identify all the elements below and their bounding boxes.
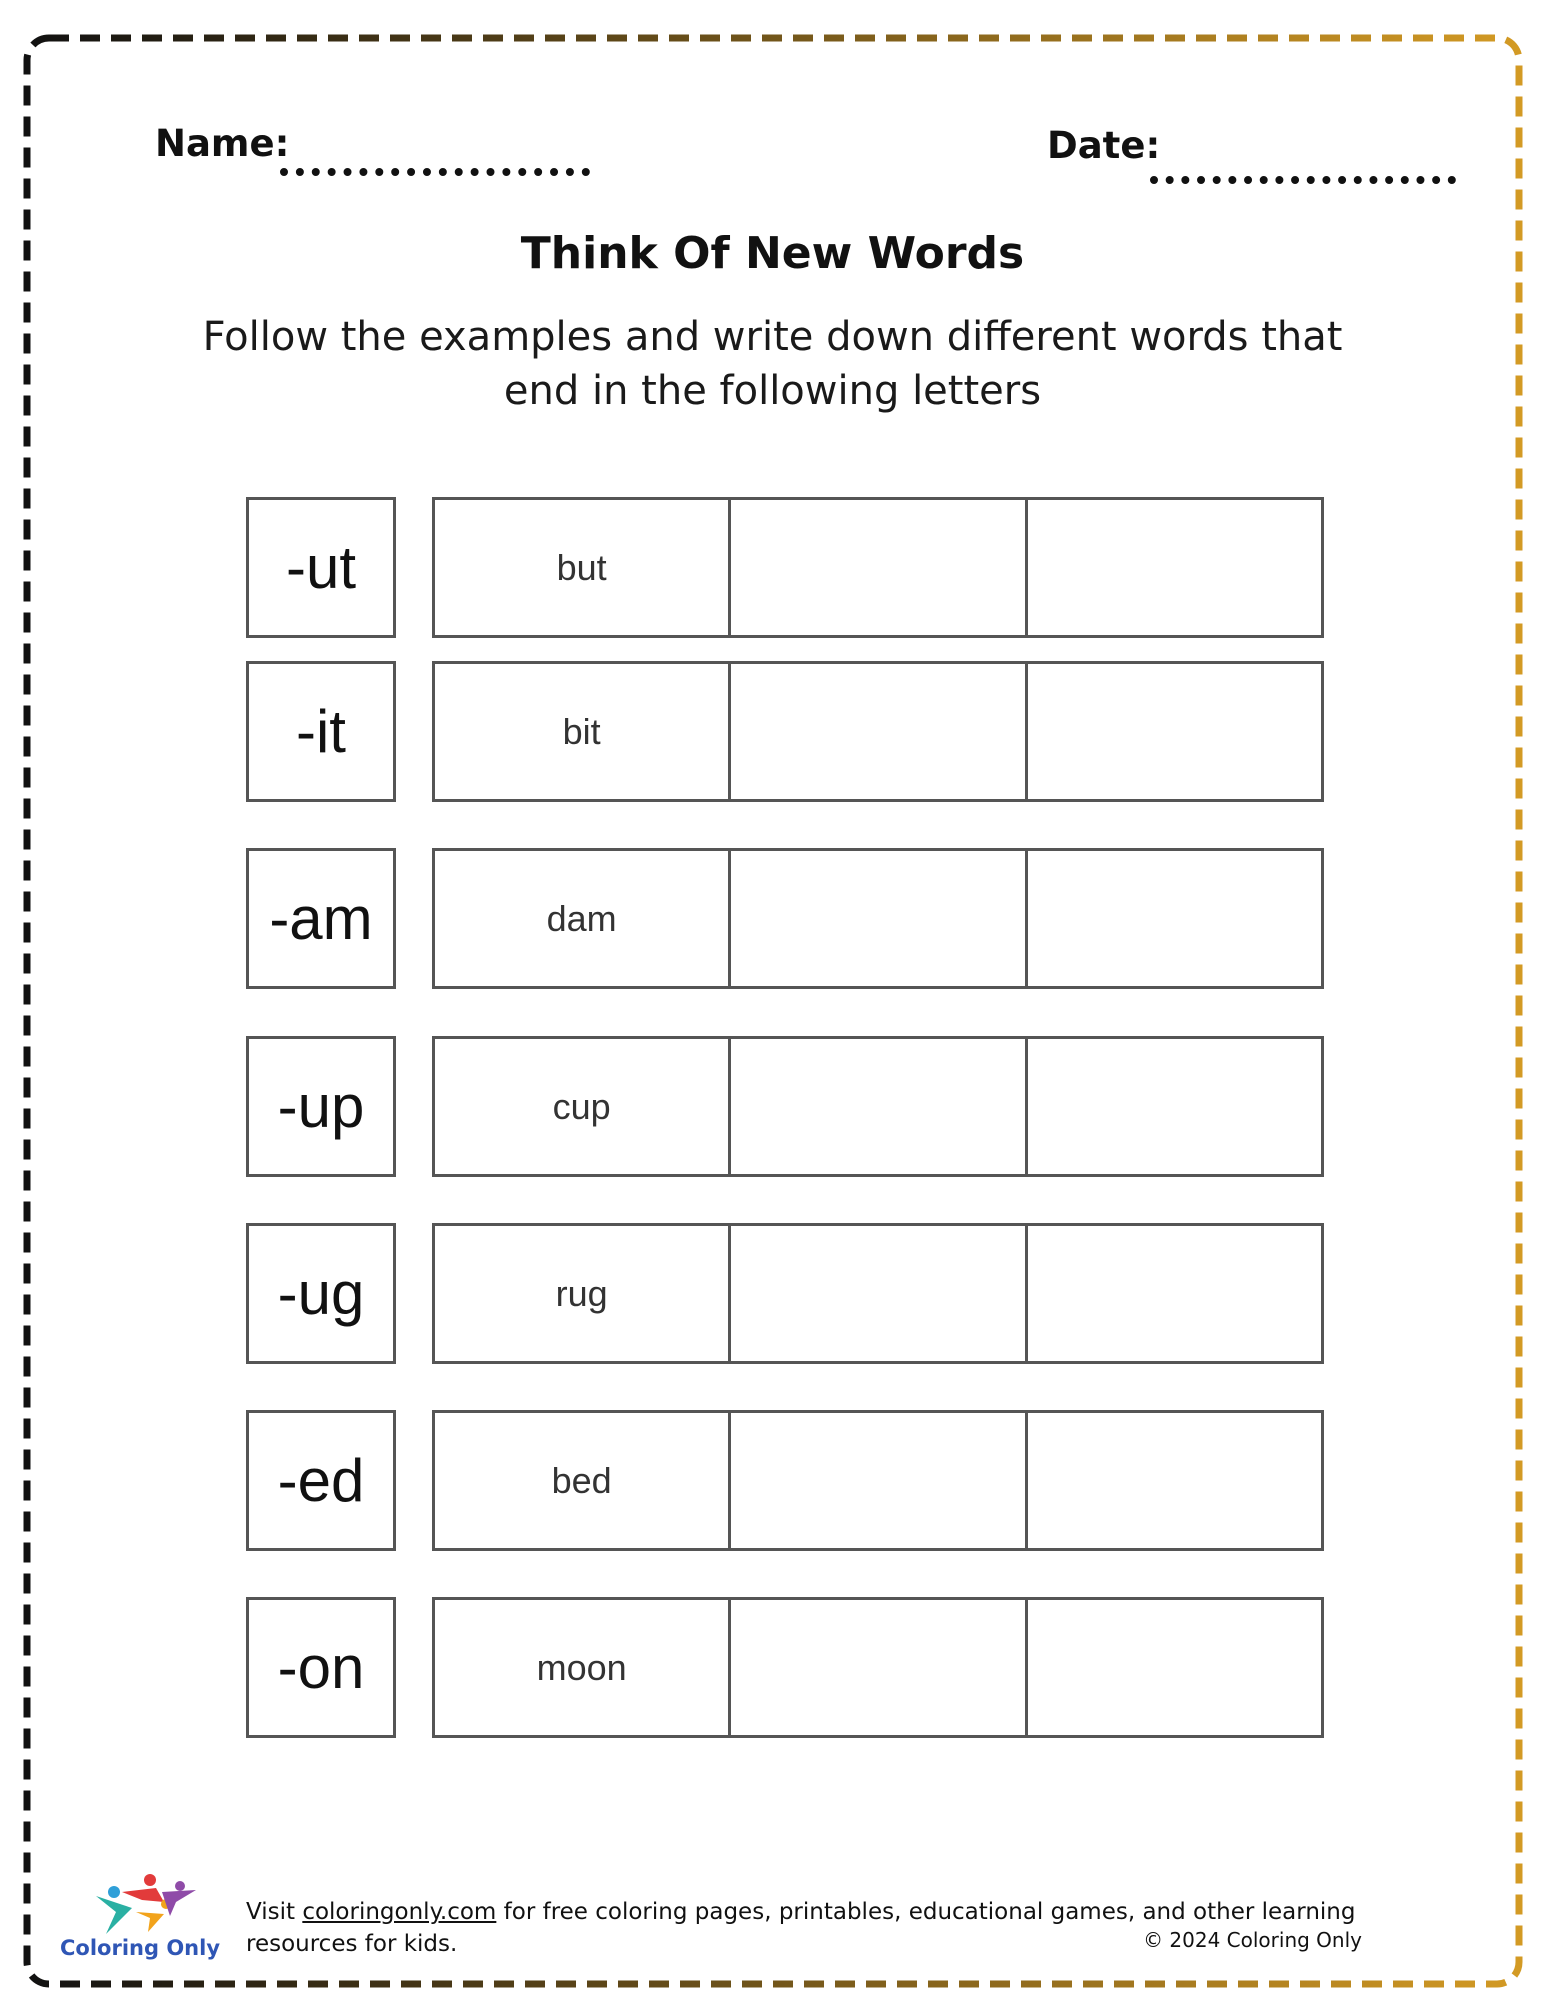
answer-cell[interactable] xyxy=(1025,851,1321,986)
answer-cell[interactable] xyxy=(728,500,1024,635)
answer-cell[interactable] xyxy=(1025,500,1321,635)
worksheet-title: Think Of New Words xyxy=(520,228,1025,279)
answer-cell[interactable] xyxy=(728,1039,1024,1174)
answer-cell[interactable] xyxy=(728,851,1024,986)
table-row xyxy=(432,497,1324,638)
date-label: Date: xyxy=(1047,124,1161,167)
answer-cell[interactable] xyxy=(1025,664,1321,799)
answer-cell[interactable] xyxy=(728,1600,1024,1735)
example-word: moon xyxy=(536,1646,627,1688)
suffix-box: -it xyxy=(246,661,396,802)
example-word: rug xyxy=(555,1272,608,1314)
table-row xyxy=(432,848,1324,989)
example-word: but xyxy=(556,546,607,588)
answer-cell[interactable] xyxy=(1025,1600,1321,1735)
copyright-text: © 2024 Coloring Only xyxy=(1143,1928,1362,1952)
example-word: bed xyxy=(551,1459,612,1501)
table-row xyxy=(432,1223,1324,1364)
suffix-box: -am xyxy=(246,848,396,989)
suffix-box: -on xyxy=(246,1597,396,1738)
answer-cell[interactable] xyxy=(1025,1039,1321,1174)
answer-cell[interactable] xyxy=(1025,1413,1321,1548)
worksheet-instructions: Follow the examples and write down different words that end in the following letters xyxy=(202,314,1343,414)
date-field-line[interactable] xyxy=(1150,168,1456,184)
table-row xyxy=(432,1410,1324,1551)
example-word: dam xyxy=(546,897,617,939)
answer-cell[interactable] xyxy=(1025,1226,1321,1361)
logo-text: Coloring Only xyxy=(60,1936,221,1960)
footer-rest: for free coloring pages, printables, educational games, and other learning resources for kids. xyxy=(246,1899,1356,1957)
suffix-box: -ug xyxy=(246,1223,396,1364)
answer-cell[interactable] xyxy=(728,664,1024,799)
suffix-box: -up xyxy=(246,1036,396,1177)
name-label: Name: xyxy=(155,122,290,165)
table-row xyxy=(432,1036,1324,1177)
table-row xyxy=(432,661,1324,802)
example-word: bit xyxy=(562,710,601,752)
answer-cell[interactable] xyxy=(728,1413,1024,1548)
name-field-line[interactable] xyxy=(280,160,590,176)
footer-visit: Visit xyxy=(246,1899,303,1925)
table-row xyxy=(432,1597,1324,1738)
example-word: cup xyxy=(552,1085,611,1127)
coloring-only-logo-icon xyxy=(92,1872,198,1938)
suffix-box: -ut xyxy=(246,497,396,638)
answer-cell[interactable] xyxy=(728,1226,1024,1361)
coloringonly-link[interactable]: coloringonly.com xyxy=(302,1899,497,1925)
suffix-box: -ed xyxy=(246,1410,396,1551)
